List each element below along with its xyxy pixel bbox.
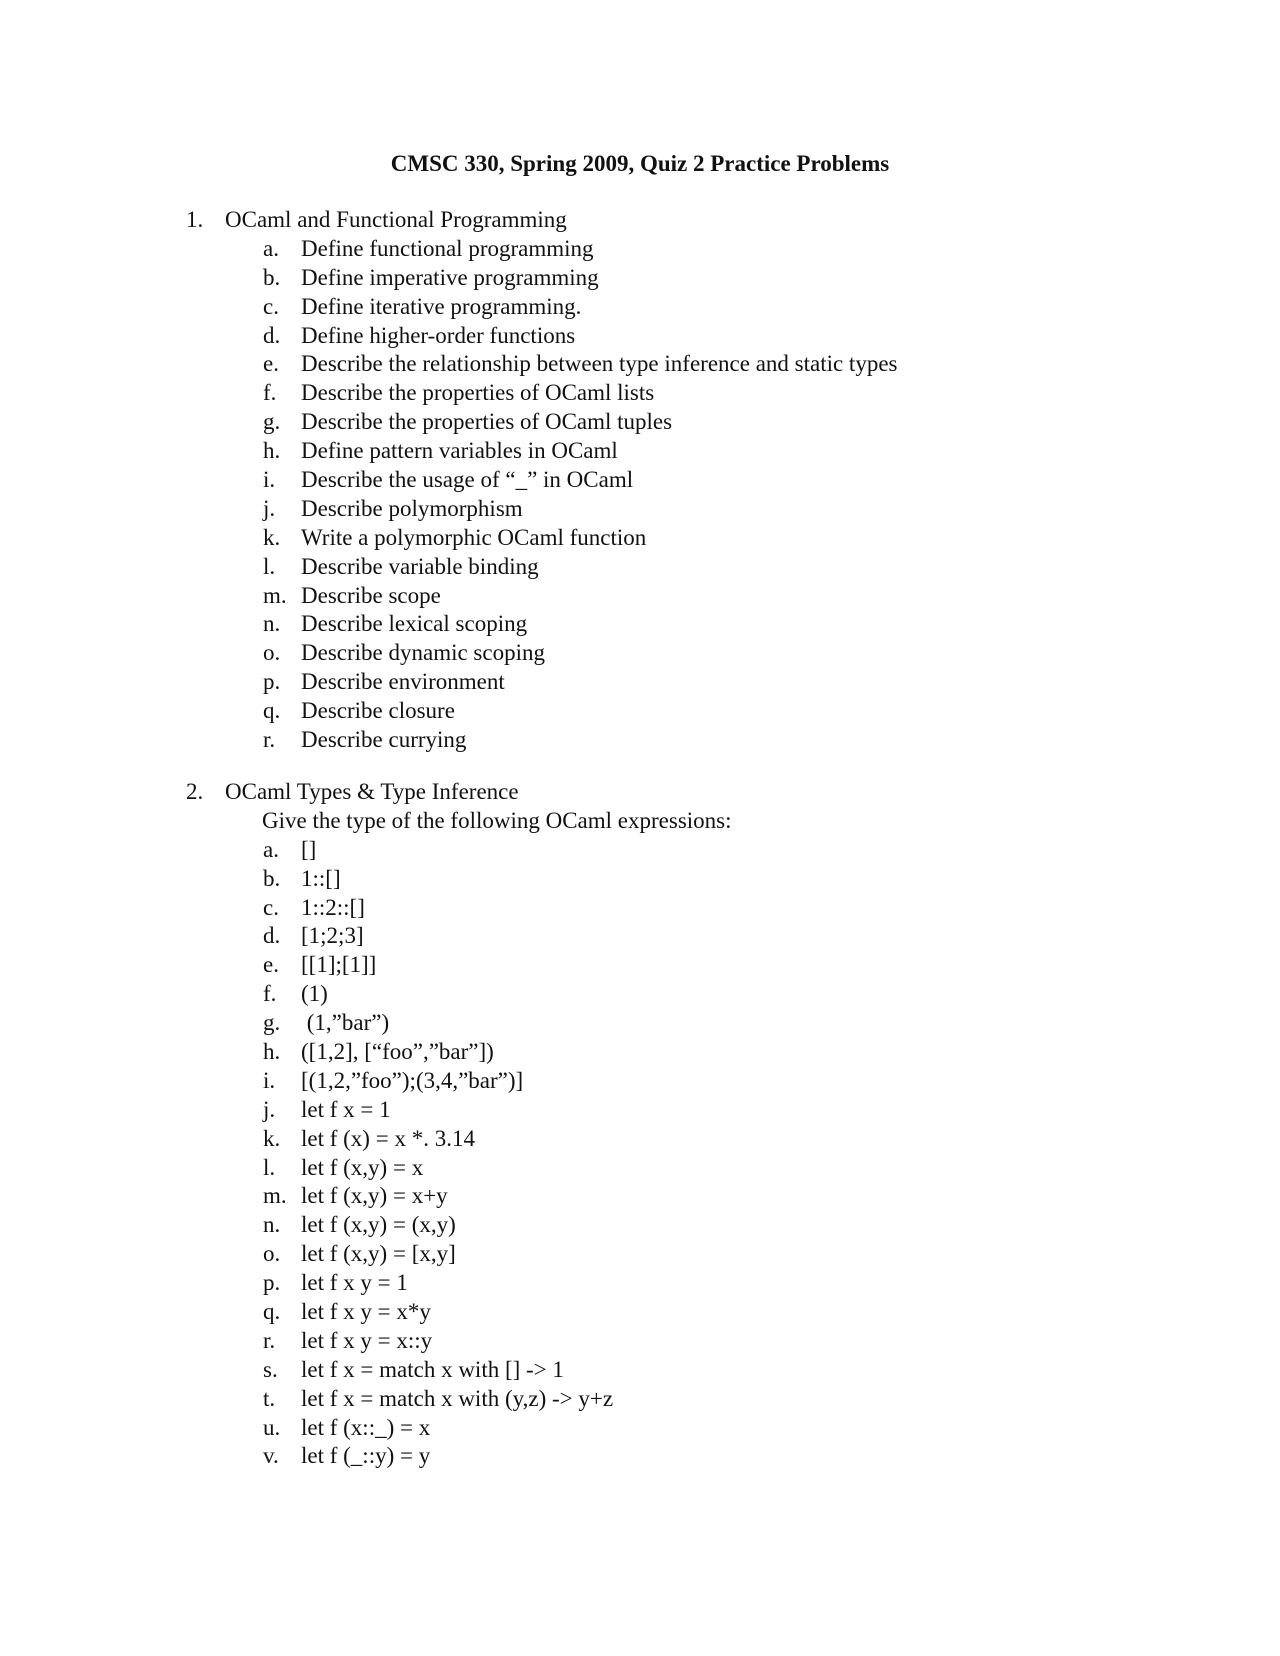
item-letter: b.: [263, 865, 281, 891]
list-item: [186, 726, 1186, 755]
list-item: [186, 697, 1186, 726]
item-text: (1,”bar”): [301, 1010, 390, 1036]
document-title: CMSC 330, Spring 2009, Quiz 2 Practice Problems: [390, 151, 890, 176]
item-text: ([1,2], [“foo”,”bar”]): [301, 1039, 494, 1065]
list-item: [186, 836, 1186, 865]
item-letter: a.: [263, 235, 279, 261]
list-item: [186, 437, 1186, 466]
item-letter: p.: [263, 1270, 281, 1296]
item-letter: l.: [263, 553, 276, 579]
item-text: let f (x,y) = (x,y): [301, 1212, 456, 1238]
item-letter: j.: [263, 1096, 276, 1122]
item-text: Define iterative programming.: [301, 293, 582, 319]
list-item: [186, 865, 1186, 894]
list-item: [186, 1038, 1186, 1067]
list-item: [186, 1327, 1186, 1356]
item-text: let f x y = 1: [301, 1270, 408, 1296]
item-text: 1::[]: [301, 865, 341, 891]
list-item: [186, 668, 1186, 697]
item-letter: e.: [263, 351, 279, 377]
item-text: let f (x) = x *. 3.14: [301, 1125, 475, 1151]
item-letter: i.: [263, 467, 276, 493]
question-list: [186, 235, 1186, 755]
item-letter: c.: [263, 293, 279, 319]
item-text: Describe scope: [301, 582, 441, 608]
item-text: [1;2;3]: [301, 923, 364, 949]
item-text: Define functional programming: [301, 235, 594, 261]
list-item: [186, 1414, 1186, 1443]
section-heading: [186, 778, 1186, 807]
list-item: [186, 1442, 1186, 1471]
item-text: Define higher-order functions: [301, 322, 576, 348]
item-text: Describe environment: [301, 669, 505, 695]
section-instruction: Give the type of the following OCaml expressions:: [262, 807, 732, 833]
item-text: Describe the properties of OCaml lists: [301, 380, 655, 406]
item-text: Describe polymorphism: [301, 495, 523, 521]
item-letter: r.: [263, 727, 276, 753]
list-item: [186, 1067, 1186, 1096]
item-text: Describe lexical scoping: [301, 611, 528, 637]
item-text: 1::2::[]: [301, 894, 365, 920]
list-item: [186, 264, 1186, 293]
item-letter: m.: [263, 582, 287, 608]
item-text: []: [301, 836, 317, 862]
item-letter: k.: [263, 1125, 281, 1151]
section-heading: [186, 206, 1186, 235]
item-letter: q.: [263, 1299, 281, 1325]
item-text: Define imperative programming: [301, 264, 599, 290]
item-text: (1): [301, 981, 328, 1007]
list-item: [186, 1356, 1186, 1385]
item-text: Describe variable binding: [301, 553, 539, 579]
list-item: [186, 1182, 1186, 1211]
section-ocaml-types-type-inference: [186, 778, 1186, 1471]
item-letter: i.: [263, 1067, 276, 1093]
list-item: [186, 379, 1186, 408]
item-letter: a.: [263, 836, 279, 862]
item-text: let f (x::_) = x: [301, 1414, 431, 1440]
list-item: [186, 980, 1186, 1009]
list-item: [186, 553, 1186, 582]
list-item: [186, 235, 1186, 264]
item-text: let f x y = x::y: [301, 1327, 433, 1353]
item-letter: v.: [263, 1443, 279, 1469]
item-letter: t.: [263, 1385, 276, 1411]
item-letter: f.: [263, 380, 277, 406]
expression-list: [186, 836, 1186, 1472]
item-letter: n.: [263, 1212, 281, 1238]
list-item: [186, 951, 1186, 980]
section-title: OCaml and Functional Programming: [225, 207, 567, 232]
item-text: let f (x,y) = [x,y]: [301, 1241, 456, 1267]
item-letter: c.: [263, 894, 279, 920]
item-letter: b.: [263, 264, 281, 290]
list-item: [186, 1009, 1186, 1038]
item-letter: h.: [263, 438, 281, 464]
item-letter: p.: [263, 669, 281, 695]
list-item: [186, 1385, 1186, 1414]
list-item: [186, 639, 1186, 668]
item-text: Describe dynamic scoping: [301, 640, 545, 666]
item-letter: u.: [263, 1414, 281, 1440]
item-letter: o.: [263, 1241, 281, 1267]
item-text: let f (x,y) = x+y: [301, 1183, 448, 1209]
item-text: let f (_::y) = y: [301, 1443, 431, 1469]
item-letter: r.: [263, 1327, 276, 1353]
list-item: [186, 293, 1186, 322]
item-letter: e.: [263, 952, 279, 978]
list-item: [186, 922, 1186, 951]
item-text: Describe the usage of “_” in OCaml: [301, 467, 634, 493]
item-letter: s.: [263, 1356, 278, 1382]
item-letter: n.: [263, 611, 281, 637]
item-text: Describe currying: [301, 727, 467, 753]
list-item: [186, 1240, 1186, 1269]
list-item: [186, 894, 1186, 923]
list-item: [186, 582, 1186, 611]
item-letter: g.: [263, 1010, 281, 1036]
item-text: let f x y = x*y: [301, 1299, 431, 1325]
item-letter: m.: [263, 1183, 287, 1209]
list-item: [186, 1125, 1186, 1154]
section-ocaml-functional-programming: [186, 206, 1186, 755]
item-text: Describe the properties of OCaml tuples: [301, 409, 673, 435]
item-text: Write a polymorphic OCaml function: [301, 524, 647, 550]
item-text: Define pattern variables in OCaml: [301, 438, 618, 464]
list-item: [186, 1269, 1186, 1298]
section-number: 1.: [186, 207, 204, 232]
list-item: [186, 322, 1186, 351]
list-item: [186, 408, 1186, 437]
list-item: [186, 1096, 1186, 1125]
list-item: [186, 1298, 1186, 1327]
item-letter: l.: [263, 1154, 276, 1180]
list-item: [186, 1154, 1186, 1183]
item-letter: g.: [263, 409, 281, 435]
list-item: [186, 610, 1186, 639]
item-letter: h.: [263, 1039, 281, 1065]
item-letter: d.: [263, 923, 281, 949]
item-text: let f (x,y) = x: [301, 1154, 424, 1180]
item-text: Describe closure: [301, 698, 455, 724]
item-letter: j.: [263, 495, 276, 521]
item-text: let f x = match x with [] -> 1: [301, 1356, 564, 1382]
item-letter: q.: [263, 698, 281, 724]
item-text: [(1,2,”foo”);(3,4,”bar”)]: [301, 1067, 524, 1093]
list-item: [186, 524, 1186, 553]
item-letter: d.: [263, 322, 281, 348]
item-text: Describe the relationship between type inference and static types: [301, 351, 898, 377]
list-item: [186, 350, 1186, 379]
section-number: 2.: [186, 779, 204, 804]
item-text: let f x = 1: [301, 1096, 391, 1122]
section-title: OCaml Types & Type Inference: [225, 779, 519, 804]
list-item: [186, 1211, 1186, 1240]
item-letter: k.: [263, 524, 281, 550]
item-text: [[1];[1]]: [301, 952, 377, 978]
list-item: [186, 495, 1186, 524]
list-item: [186, 466, 1186, 495]
item-letter: o.: [263, 640, 281, 666]
item-letter: f.: [263, 981, 277, 1007]
item-text: let f x = match x with (y,z) -> y+z: [301, 1385, 614, 1411]
